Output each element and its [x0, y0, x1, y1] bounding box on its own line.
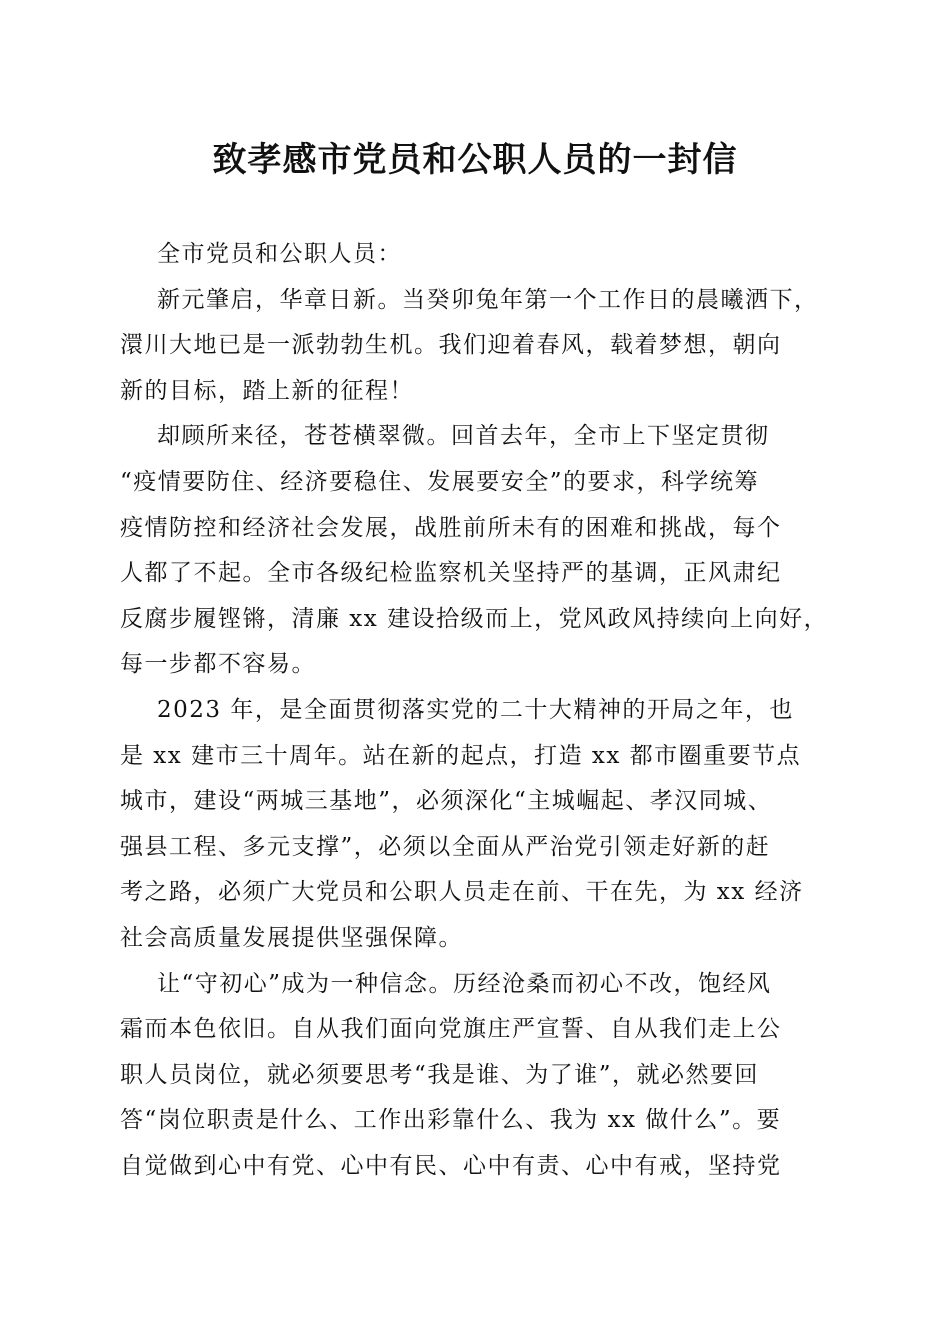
paragraph-4-line: 自觉做到心中有党、心中有民、心中有责、心中有戒，坚持党 [120, 1152, 782, 1179]
paragraph-3-line: 是 xx 建市三十周年。站在新的起点，打造 xx 都市圈重要节点 [120, 742, 802, 769]
paragraph-4-line: 职人员岗位，就必须要思考“我是谁、为了谁”，就必然要回 [120, 1061, 760, 1088]
paragraph-2-line: 疫情防控和经济社会发展，战胜前所未有的困难和挑战，每个 [120, 514, 782, 541]
letter-body [120, 232, 832, 1189]
paragraph-4-line: 让“守初心”成为一种信念。历经沧桑而初心不改，饱经风 [157, 970, 772, 997]
paragraph-3-line: 2023 年，是全面贯彻落实党的二十大精神的开局之年，也 [157, 696, 794, 723]
paragraph-4-line: 霜而本色依旧。自从我们面向党旗庄严宣誓、自从我们走上公 [120, 1016, 782, 1043]
paragraph-3-line: 强县工程、多元支撑”，必须以全面从严治党引领走好新的赶 [120, 833, 771, 860]
paragraph-3-line: 城市，建设“两城三基地”，必须深化“主城崛起、孝汉同城、 [120, 788, 773, 815]
paragraph-3-line: 考之路，必须广大党员和公职人员走在前、干在先，为 xx 经济 [120, 879, 804, 906]
paragraph-2-line: 人都了不起。全市各级纪检监察机关坚持严的基调，正风肃纪 [120, 560, 782, 587]
paragraph-2-line: 却顾所来径，苍苍横翠微。回首去年，全市上下坚定贯彻 [157, 423, 770, 450]
paragraph-1-line: 澴川大地已是一派勃勃生机。我们迎着春风，载着梦想，朝向 [120, 332, 782, 359]
salutation: 全市党员和公职人员： [157, 241, 402, 267]
paragraph-4-line: 答“岗位职责是什么、工作出彩靠什么、我为 xx 做什么”。要 [120, 1107, 782, 1134]
document-title: 致孝感市党员和公职人员的一封信 [212, 140, 738, 180]
paragraph-2-line: “疫情要防住、经济要稳住、发展要安全”的要求，科学统筹 [120, 468, 760, 495]
paragraph-1-line: 新的目标，踏上新的征程！ [120, 377, 414, 404]
paragraph-2-line: 反腐步履铿锵，清廉 xx 建设拾级而上，党风政风持续向上向好， [120, 605, 829, 632]
paragraph-1-line: 新元肇启，华章日新。当癸卯兔年第一个工作日的晨曦洒下， [157, 286, 819, 313]
paragraph-2-line: 每一步都不容易。 [120, 651, 316, 678]
paragraph-3-line: 社会高质量发展提供坚强保障。 [120, 924, 463, 951]
